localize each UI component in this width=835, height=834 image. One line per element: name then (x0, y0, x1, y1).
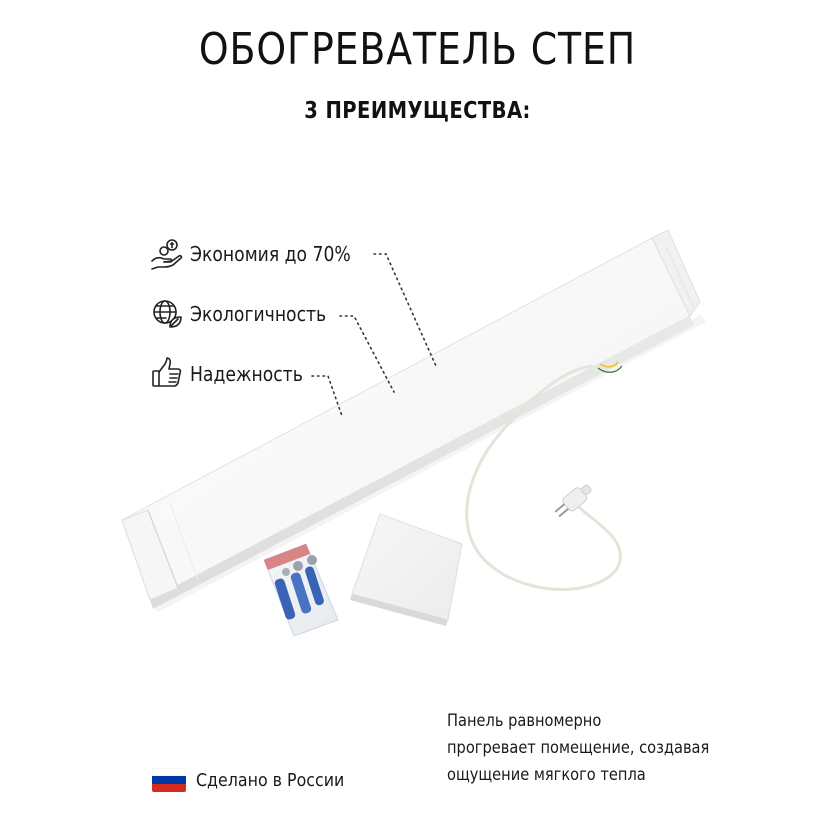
description-line: ощущение мягкого тепла (447, 765, 646, 785)
made-in-russia (152, 768, 365, 792)
benefit-eco (150, 296, 348, 332)
hardware-bag (264, 544, 338, 636)
benefit-economy (150, 236, 377, 272)
benefit-label: Экологичность (190, 302, 327, 326)
coins-hand-icon (150, 237, 184, 271)
description-line: прогревает помещение, создавая (447, 738, 710, 758)
made-in-label: Сделано в России (196, 769, 345, 791)
description-line: Панель равномерно (447, 711, 602, 731)
benefit-label: Надежность (190, 362, 303, 386)
benefit-label: Экономия до 70% (190, 242, 351, 266)
page-title: ОБОГРЕВАТЕЛЬ СТЕП (198, 24, 637, 75)
mounting-box (350, 514, 462, 626)
thumbs-up-icon (150, 357, 184, 391)
product-description (447, 708, 710, 789)
benefit-reliability (150, 356, 321, 392)
russia-flag-icon (152, 768, 186, 792)
eco-globe-icon (150, 297, 184, 331)
page-subtitle: 3 ПРЕИМУЩЕСТВА: (304, 98, 531, 124)
